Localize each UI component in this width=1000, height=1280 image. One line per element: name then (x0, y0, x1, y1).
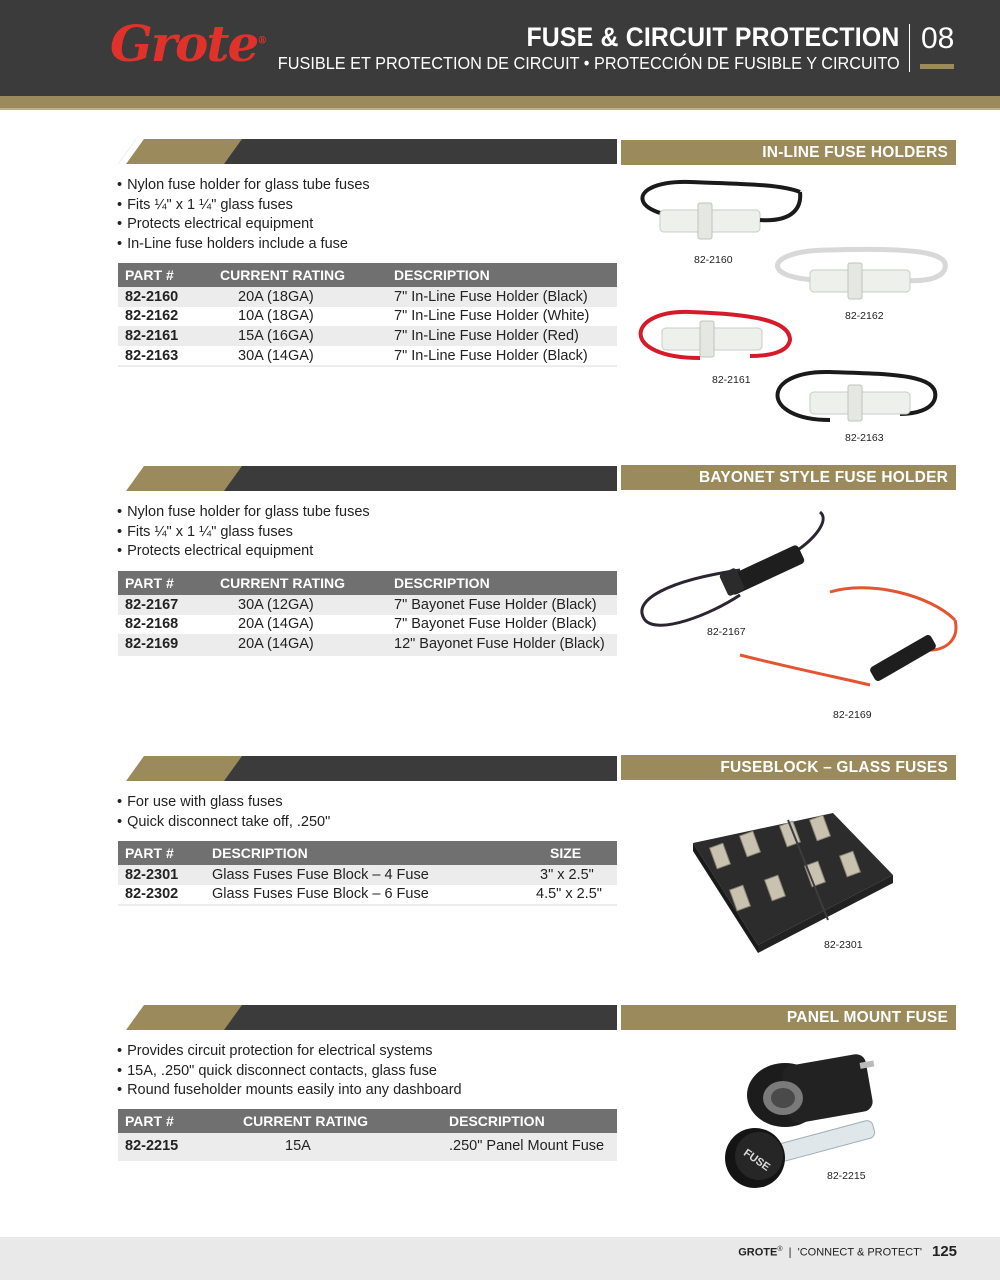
section-bar-inline (118, 139, 617, 164)
panel-bullets (117, 1042, 462, 1101)
bar-gold-accent (118, 466, 258, 491)
table-row: 82-2167 30A (12GA) 7" Bayonet Fuse Holder (Black) (118, 595, 617, 615)
caption-82-2167: 82-2167 (707, 626, 746, 638)
caption-82-2162: 82-2162 (845, 310, 884, 322)
col-part: PART # (118, 841, 212, 865)
caption-82-2161: 82-2161 (712, 374, 751, 386)
page-number: 125 (932, 1243, 958, 1260)
page-subtitle: FUSIBLE ET PROTECTION DE CIRCUIT • PROTECCIÓN DE FUSIBLE Y CIRCUITO (278, 53, 900, 73)
bullet: • Provides circuit protection for electrical systems (117, 1042, 462, 1062)
caption-82-2215: 82-2215 (827, 1170, 866, 1182)
table-row: 82-2162 10A (18GA) 7" In-Line Fuse Holder (White) (125, 308, 590, 325)
bullet: • For use with glass fuses (117, 793, 330, 813)
bar-gold-accent (118, 1005, 258, 1030)
section-number-underline (920, 64, 954, 69)
bullet: • 15A, .250" quick disconnect contacts, glass fuse (117, 1062, 462, 1082)
bullet: • Fits ¼" x 1 ¼" glass fuses (117, 196, 370, 216)
bayonet-bullets (117, 503, 370, 562)
bullet: • In-Line fuse holders include a fuse (117, 235, 370, 255)
section-label-inline: IN-LINE FUSE HOLDERS (621, 140, 956, 165)
bayonet-fuse-holders-image (630, 500, 960, 710)
col-description: DESCRIPTION (449, 1109, 617, 1133)
col-rating: CURRENT RATING (220, 263, 394, 287)
bullet: • Nylon fuse holder for glass tube fuses (117, 503, 370, 523)
caption-82-2301: 82-2301 (824, 939, 863, 951)
fuseblock-image (688, 805, 898, 955)
table-row: 82-2302 Glass Fuses Fuse Block – 6 Fuse 4.5" x 2.5" (118, 885, 617, 906)
table-header-row (118, 571, 617, 595)
col-size: SIZE (532, 841, 617, 865)
col-part: PART # (118, 571, 220, 595)
bullet: • Nylon fuse holder for glass tube fuses (117, 176, 370, 196)
footer-tagline: GROTE® | 'CONNECT & PROTECT' (738, 1246, 922, 1259)
section-bar-bayonet (118, 466, 617, 491)
section-label-panel: PANEL MOUNT FUSE (621, 1005, 956, 1030)
table-header-row (118, 263, 617, 287)
section-label-fuseblock: FUSEBLOCK – GLASS FUSES (621, 755, 956, 780)
table-row: 82-2301 Glass Fuses Fuse Block – 4 Fuse 3" x 2.5" (118, 865, 617, 885)
col-rating: CURRENT RATING (220, 571, 394, 595)
bullet: • Fits ¼" x 1 ¼" glass fuses (117, 523, 370, 543)
fuseblock-bullets (117, 793, 330, 832)
table-header-row (118, 841, 617, 865)
col-description: DESCRIPTION (394, 571, 617, 595)
col-rating: CURRENT RATING (243, 1109, 449, 1133)
bar-gold-accent (118, 139, 258, 164)
section-bar-fuseblock (118, 756, 617, 781)
bullet: • Quick disconnect take off, .250" (117, 813, 330, 833)
table-row: 82-2160 20A (18GA) 7" In-Line Fuse Holder (Black) (118, 287, 617, 307)
bullet: • Round fuseholder mounts easily into any dashboard (117, 1081, 462, 1101)
section-bar-panel (118, 1005, 617, 1030)
col-description: DESCRIPTION (394, 263, 617, 287)
table-row: 82-2169 20A (14GA) 12" Bayonet Fuse Holder (Black) (118, 634, 617, 655)
bullet: • Protects electrical equipment (117, 542, 370, 562)
inline-bullets (117, 176, 370, 254)
panel-table (118, 1109, 617, 1161)
table-header-row (118, 1109, 617, 1133)
caption-82-2160: 82-2160 (694, 254, 733, 266)
title-divider (909, 24, 910, 72)
table-row: 82-2215 15A .250" Panel Mount Fuse (118, 1133, 617, 1160)
col-part: PART # (118, 263, 220, 287)
table-row: 82-2163 30A (14GA) 7" In-Line Fuse Holder (Black) (118, 346, 617, 367)
fuseblock-table (118, 841, 617, 906)
header-stripe-line (0, 108, 1000, 110)
cap-label: FUSE (741, 1147, 773, 1174)
bar-gold-accent (118, 756, 258, 781)
bayonet-table (118, 571, 617, 656)
section-number: 08 (921, 22, 955, 55)
grote-logo: Grote® (110, 14, 266, 73)
col-description: DESCRIPTION (212, 841, 532, 865)
caption-82-2169: 82-2169 (833, 709, 872, 721)
table-row: 82-2168 20A (14GA) 7" Bayonet Fuse Holder (Black) (125, 616, 597, 633)
page-title: FUSE & CIRCUIT PROTECTION (526, 22, 900, 52)
table-row: 82-2161 15A (16GA) 7" In-Line Fuse Holder (Red) (118, 326, 617, 346)
bullet: • Protects electrical equipment (117, 215, 370, 235)
caption-82-2163: 82-2163 (845, 432, 884, 444)
section-label-bayonet: BAYONET STYLE FUSE HOLDER (621, 465, 956, 490)
panel-mount-fuse-image (715, 1040, 895, 1200)
inline-table (118, 263, 617, 367)
col-part: PART # (118, 1109, 243, 1133)
inline-fuse-holders-image (630, 170, 960, 440)
